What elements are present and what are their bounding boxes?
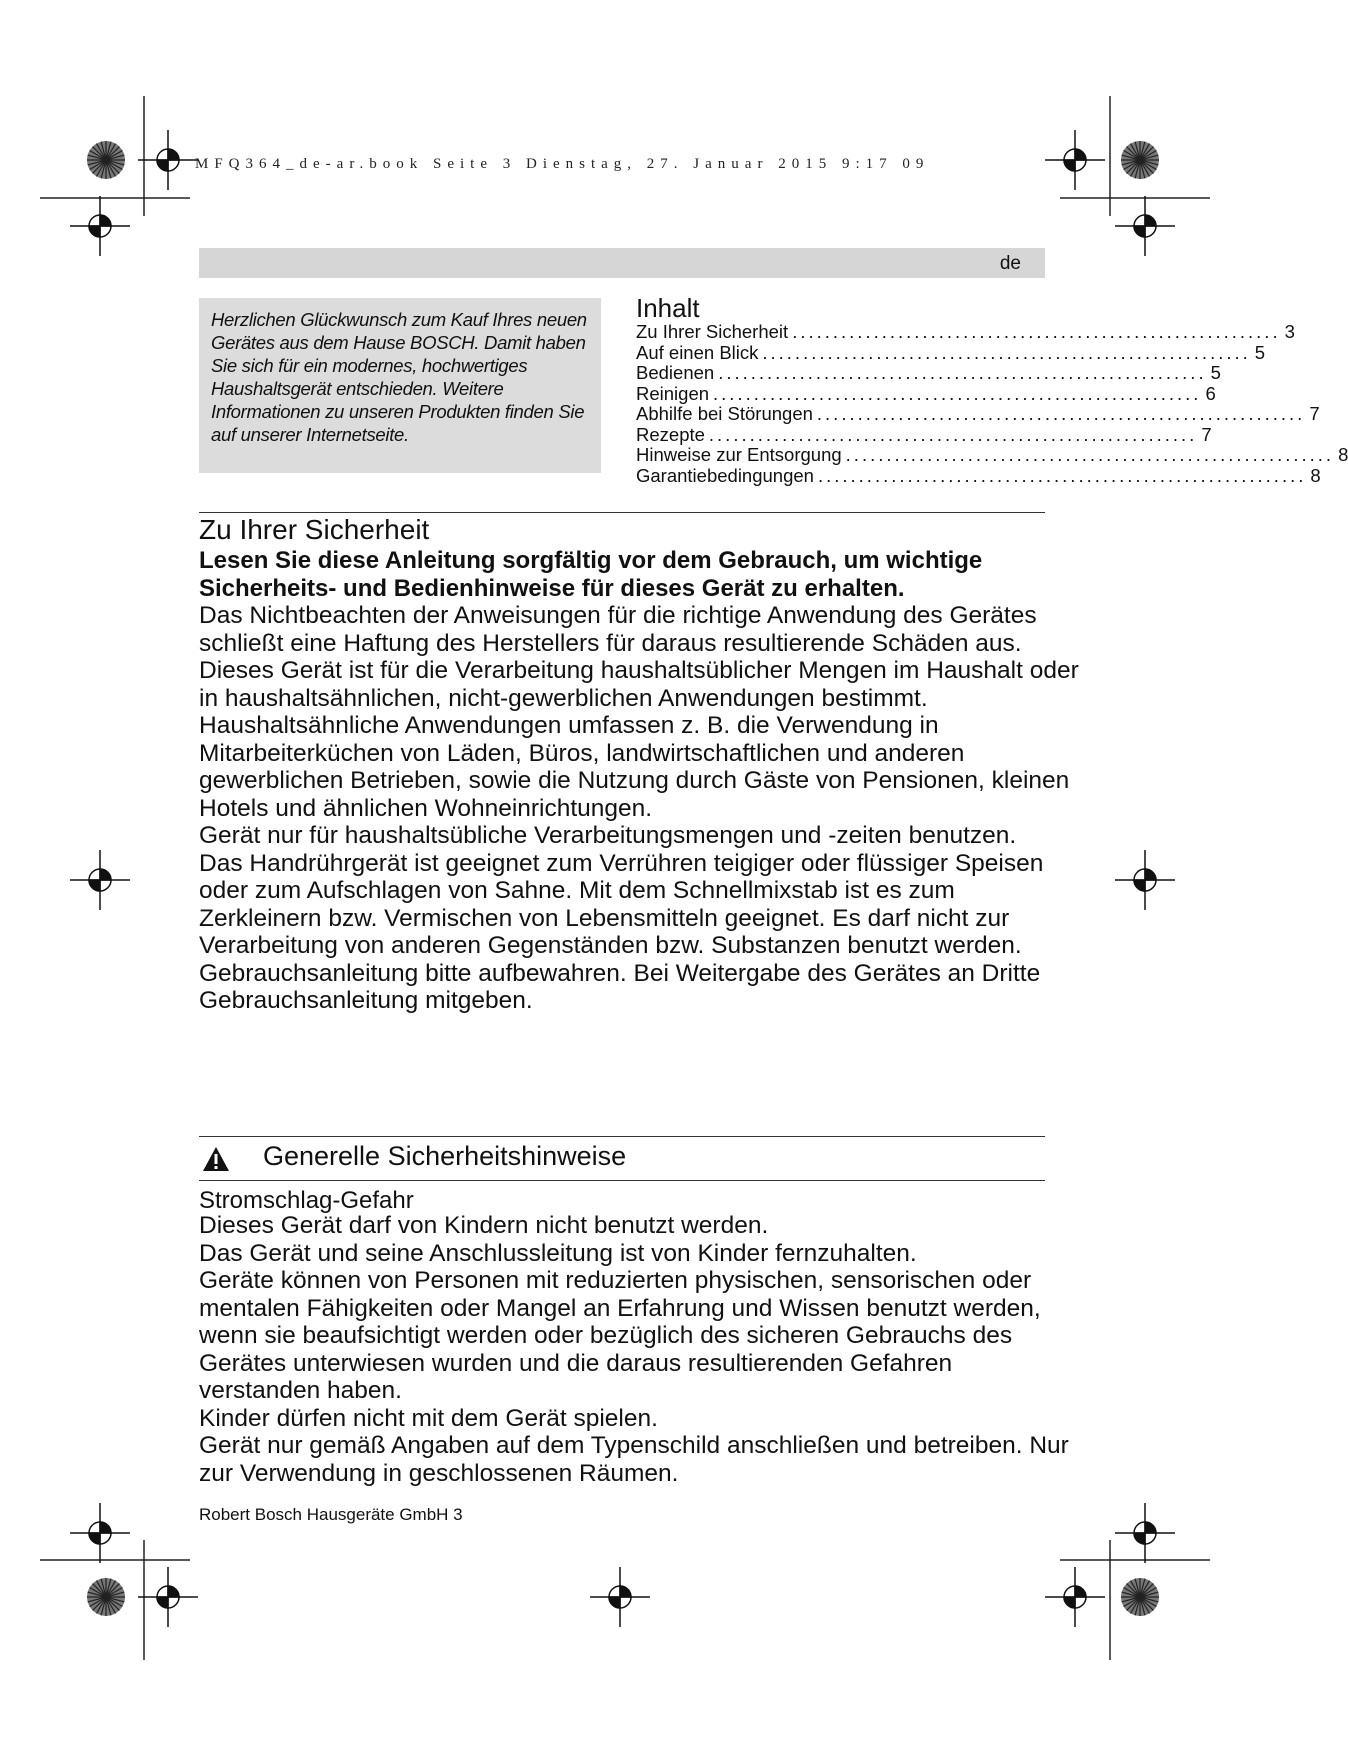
paragraph: Geräte können von Personen mit reduzierten physischen, sensorischen oder mentalen Fähigkeiten oder Mangel an Erfahrung und Wissen benutzt werden, wenn sie beaufsichtigt werden oder bezüglich des sicheren Gebrauchs des Gerätes unterwiesen wurden und die daraus resultierenden Gefahren verstanden haben. xyxy=(199,1267,1041,1404)
registration-crosshair xyxy=(1045,130,1105,190)
registration-crosshair xyxy=(70,1503,130,1563)
hazard-subtitle: Stromschlag-Gefahr xyxy=(199,1187,414,1214)
registration-crosshair xyxy=(1115,196,1175,256)
toc-entry-label: Bedienen xyxy=(636,362,715,383)
paragraph: Kinder dürfen nicht mit dem Gerät spielen. xyxy=(199,1404,658,1432)
color-calibration-wheel xyxy=(87,1578,125,1616)
general-body xyxy=(199,1212,1079,1487)
toc-entry xyxy=(636,341,1266,364)
divider xyxy=(199,512,1045,513)
section-lead: Lesen Sie diese Anleitung sorgfältig vor dem Gebrauch, um wichtige Sicherheits- und Bedienhinweise für dieses Gerät zu erhalten. xyxy=(199,547,983,602)
color-calibration-wheel xyxy=(1121,141,1159,179)
language-code: de xyxy=(999,253,1021,274)
color-calibration-wheel xyxy=(87,141,125,179)
toc-entry-label: Hinweise zur Entsorgung xyxy=(636,444,842,465)
registration-crosshair xyxy=(590,1567,650,1627)
paragraph: Das Nichtbeachten der Anweisungen für die richtige Anwendung des Gerätes schließt eine Haftung des Herstellers für daraus resultierende Schäden aus. xyxy=(199,602,1037,657)
print-slug: MFQ364_de-ar.book Seite 3 Dienstag, 27. Januar 2015 9:17 09 xyxy=(195,156,930,172)
intro-text: Herzlichen Glückwunsch zum Kauf Ihres neuen Gerätes aus dem Hause BOSCH. Damit haben Sie sich für ein modernes, hochwertiges Haushaltsgerät entschieden. Weitere Informationen zu unseren Produkten finden Sie auf unserer Internetseite. xyxy=(211,309,587,445)
registration-crosshair xyxy=(1045,1567,1105,1627)
safety-body xyxy=(199,602,1079,1015)
toc-entry xyxy=(636,321,1295,343)
toc-entry-page: 6 xyxy=(1205,382,1216,404)
footer: Robert Bosch Hausgeräte GmbH 3 xyxy=(199,1505,463,1524)
divider xyxy=(199,1180,1045,1181)
table-of-contents xyxy=(636,321,1348,486)
toc-entry-page: 5 xyxy=(1210,362,1221,383)
toc-entry-page: 7 xyxy=(1201,423,1212,445)
toc-entry-label: Rezepte xyxy=(636,423,705,445)
paragraph: Gebrauchsanleitung bitte aufbewahren. Bei Weitergabe des Gerätes an Dritte Gebrauchsanleitung mitgeben. xyxy=(199,959,1041,1014)
toc-leader: ............................................................ xyxy=(762,341,1251,363)
toc-leader: ............................................................ xyxy=(845,444,1335,465)
toc-entry xyxy=(636,423,1212,446)
registration-crosshair xyxy=(138,1567,198,1627)
toc-leader: ............................................................ xyxy=(792,321,1281,342)
toc-entry-label: Garantiebedingungen xyxy=(636,464,814,486)
paragraph: Gerät nur für haushaltsübliche Verarbeitungsmengen und -zeiten benutzen. xyxy=(199,822,1017,849)
toc-entry-page: 3 xyxy=(1284,321,1295,342)
paragraph: Das Gerät und seine Anschlussleitung ist von Kinder fernzuhalten. xyxy=(199,1239,917,1267)
paragraph: Gerät nur gemäß Angaben auf dem Typenschild anschließen und betreiben. Nur zur Verwendung in geschlossenen Räumen. xyxy=(199,1432,1069,1487)
section-title: Zu Ihrer Sicherheit xyxy=(199,514,430,545)
toc-entry-label: Abhilfe bei Störungen xyxy=(636,403,813,424)
intro-box xyxy=(199,298,601,473)
toc-entry xyxy=(636,464,1321,487)
toc-leader: ............................................................ xyxy=(708,423,1198,445)
toc-entry-label: Auf einen Blick xyxy=(636,341,759,363)
toc-leader: ............................................................ xyxy=(816,403,1306,424)
registration-crosshair xyxy=(1115,1503,1175,1563)
registration-crosshair xyxy=(70,196,130,256)
registration-crosshair xyxy=(1115,850,1175,910)
toc-entry-label: Zu Ihrer Sicherheit xyxy=(636,321,789,342)
paragraph: Das Handrührgerät ist geeignet zum Verrühren teigiger oder flüssiger Speisen oder zum Aufschlagen von Sahne. Mit dem Schnellmixstab ist es zum Zerkleinern bzw. Vermischen von Lebensmitteln geeignet. Es darf nicht zur Verarbeitung von anderen Gegenständen bzw. Substanzen benutzt werden. xyxy=(199,849,1044,959)
toc-entry xyxy=(636,382,1216,405)
toc-entry-page: 8 xyxy=(1310,464,1321,486)
toc-entry xyxy=(636,403,1320,425)
divider xyxy=(199,1136,1045,1137)
toc-leader: ............................................................ xyxy=(713,382,1202,404)
toc-leader: ............................................................ xyxy=(718,362,1207,383)
toc-entry-page: 7 xyxy=(1309,403,1320,424)
paragraph: Dieses Gerät darf von Kindern nicht benutzt werden. xyxy=(199,1212,769,1239)
toc-title: Inhalt xyxy=(636,293,700,323)
registration-crosshair xyxy=(70,850,130,910)
paragraph: Dieses Gerät ist für die Verarbeitung haushaltsüblicher Mengen im Haushalt oder in haushaltsähnlichen, nicht-gewerblichen Anwendungen bestimmt. Haushaltsähnliche Anwendungen umfassen z. B. die Verwendung in Mitarbeiterküchen von Läden, Büros, landwirtschaftlichen und anderen gewerblichen Betrieben, sowie die Nutzung durch Gäste von Pensionen, kleinen Hotels und ähnlichen Wohneinrichtungen. xyxy=(199,657,1079,822)
language-bar xyxy=(199,248,1045,278)
general-safety-title: Generelle Sicherheitshinweise xyxy=(263,1141,627,1171)
toc-entry-page: 5 xyxy=(1254,341,1266,363)
warning-icon xyxy=(202,1146,230,1172)
toc-leader: ............................................................ xyxy=(817,464,1307,486)
toc-entry xyxy=(636,444,1348,466)
toc-entry-label: Reinigen xyxy=(636,382,710,404)
toc-entry xyxy=(636,362,1221,384)
color-calibration-wheel xyxy=(1121,1578,1159,1616)
registration-crosshair xyxy=(138,130,198,190)
toc-entry-page: 8 xyxy=(1338,444,1348,465)
